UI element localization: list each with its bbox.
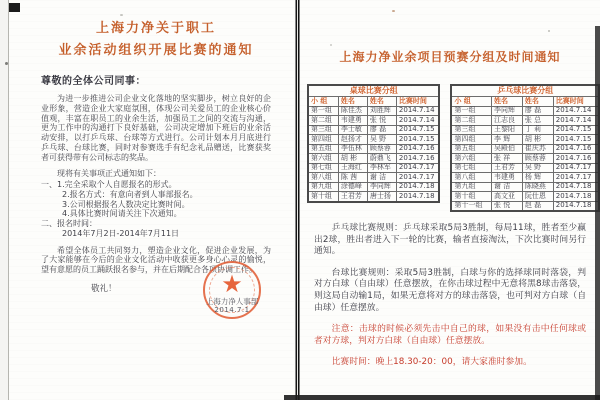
table-cell: 吴 野	[522, 163, 553, 173]
list-item: 4.具体比赛时间请关注下次通知。	[62, 209, 182, 219]
table-cell: 第三组	[451, 125, 491, 135]
table-cell: 丁 莉	[522, 125, 553, 135]
table-cell: 谢 洁	[491, 182, 522, 192]
table-cell: 第三组	[308, 125, 338, 135]
billiards-group-table	[307, 84, 440, 203]
table-row	[308, 163, 439, 173]
table-cell: 李同辉	[367, 182, 396, 192]
table-row	[308, 192, 439, 202]
table-cell: 胡 彬	[522, 135, 553, 145]
table-cell: 2014.7.14	[553, 106, 599, 116]
table-cell: 第二组	[308, 116, 338, 126]
page-title-line2: 业余活动组织开展比赛的通知	[58, 43, 254, 58]
table-cell: 2014.7.18	[553, 192, 599, 202]
table-cell: 李伍林	[338, 144, 367, 154]
warning-paragraph: 注意：击球的时候必须先击中自己的球，如果没有击中任何球或者对方球，判对方白球（自由球）任意摆放。	[314, 324, 586, 346]
table-cell: 王海红	[338, 163, 367, 173]
table-cell: 谢 洁	[367, 173, 396, 183]
table-row	[308, 144, 439, 154]
match-time-line: 比赛时间：晚上18.30-20：00，请大家准时参加。	[331, 357, 532, 368]
notice-page-right	[300, 0, 600, 400]
group-tables	[307, 84, 600, 212]
table-cell: 胡 彬	[338, 154, 367, 164]
intro-paragraph: 为进一步推进公司企业文化落地的坚实脚步，树立良好的企业形象，营造企业大家庭氛围，体现公司关爱员工的企业核心价值观，丰富在职员工的业余生活，加强员工之间的交流与沟通，更为工作中的沟通打下良好基础，公司决定增加下班后的业余活动安排，以打乒乓球、台球等方式进行。公司计划本月月底进行乒乓球、台球比赛，同时对参赛选手有纪念礼品赠送，比赛获奖者可获得带有公司标志的奖品。	[41, 94, 271, 162]
scan-artifact	[9, 3, 20, 12]
table-cell: 第七组	[308, 163, 338, 173]
table-cell: 第一组	[308, 106, 338, 116]
table-cell: 第八组	[308, 173, 338, 183]
table-cell: 第十组	[451, 192, 491, 202]
table-cell: 2014.7.17	[553, 163, 599, 173]
list-item: 二、报名时间：	[41, 219, 97, 228]
table-cell: 第四组	[308, 135, 338, 145]
table-cell: 李 辉	[491, 135, 522, 145]
billiard-rules-paragraph: 台球比赛规则：采取5局3胜制，白球与你的选择球同时落袋，判对方白球（自由球）任意摆放，在你击球过程中无意将黑8球击落袋，则这局自动输1局，如果无意将对方的球击落袋，也可判对方白球（自由球）任意摆放。	[314, 267, 586, 313]
table-cell: 李同辉	[491, 106, 522, 116]
table-row	[451, 116, 599, 126]
table-row	[451, 163, 599, 173]
table-cell: 2014.7.17	[553, 173, 599, 183]
column-header: 姓名	[367, 97, 396, 107]
table-cell: 唐士扬	[367, 192, 396, 202]
column-header: 姓名	[491, 97, 522, 107]
table-row	[451, 192, 599, 202]
table-row	[451, 173, 599, 183]
table-row	[451, 154, 599, 164]
table-cell: 陈晓燕	[522, 182, 553, 192]
table-cell: 2014.7.18	[553, 201, 599, 211]
scan-artifact	[5, 62, 8, 65]
table-cell: 王君芳	[491, 163, 522, 173]
table-cell: 2014.7.16	[553, 154, 599, 164]
table-cell: 2014.7.14	[396, 106, 439, 116]
signature-date: 2014.7.1	[214, 306, 250, 315]
table-cell: 2014.7.15	[553, 125, 599, 135]
table-cell: 第一组	[451, 106, 491, 116]
column-header: 姓名	[522, 97, 553, 107]
page-title-line1: 上海力净关于职工	[95, 21, 216, 36]
table-cell: 高文亚	[491, 192, 522, 202]
table-cell: 顾蔡蓉	[522, 154, 553, 164]
table-row	[451, 201, 599, 211]
scan-artifact	[392, 10, 395, 12]
closing-paragraph: 希望全体员工共同努力，塑造企业文化，促进企业发展，为了大家能够在今后的企业文化活动中收获更多身心心灵的愉悦，望有意愿的员工踊跃报名参与，并在后期配合各项协调工作。	[41, 245, 271, 274]
table-cell: 第五组	[451, 144, 491, 154]
table-cell: 赵扬才	[338, 135, 367, 145]
table-cell: 涂德峰	[338, 182, 367, 192]
table-cell: 陈佳杰	[338, 106, 367, 116]
table-cell: 第九组	[451, 182, 491, 192]
page-title: 上海力净业余项目预赛分组及时间通知	[339, 50, 561, 64]
scan-edge	[284, 395, 600, 400]
table-cell: 第八组	[451, 173, 491, 183]
table-row	[308, 154, 439, 164]
table-header-row	[308, 97, 439, 107]
table-cell: 2014.7.18	[553, 182, 599, 192]
table-row	[451, 106, 599, 116]
scan-artifact	[120, 14, 123, 16]
table-row	[308, 116, 439, 126]
column-header: 姓名	[338, 97, 367, 107]
table-cell: 第九组	[308, 182, 338, 192]
table-cell: 张 祥	[491, 154, 522, 164]
table-cell: 2014.7.16	[396, 154, 439, 164]
left-page-content	[9, 0, 295, 294]
salutation: 尊敬的全体公司同事：	[41, 76, 146, 87]
table-row	[308, 173, 439, 183]
scan-edge	[595, 26, 600, 400]
table-cell: 第七组	[451, 163, 491, 173]
table-cell: 2014.7.14	[553, 116, 599, 126]
table-cell: 李林军	[367, 163, 396, 173]
pingpong-rules-paragraph: 乒乓球比赛规则：乒乓球采取5局3胜制，每局11球，胜者至少赢出2球，胜出者进入下一轮的比赛，输者直接淘汰，下次比赛时间另行通知。	[314, 223, 586, 257]
table-cell: 2014.7.14	[396, 116, 439, 126]
table-cell: 第五组	[308, 144, 338, 154]
table-cell: 2014.7.18	[396, 182, 439, 192]
table-cell: 刘胜辉	[367, 106, 396, 116]
notice-page-left	[8, 0, 295, 400]
table-cell: 第六组	[451, 154, 491, 164]
list-item: 2014年7月2日-2014年7月11日	[62, 228, 180, 238]
table-cell: 吴 野	[367, 135, 396, 145]
table-cell: 韦建勇	[338, 116, 367, 126]
table-cell: 2014.7.16	[553, 144, 599, 154]
table-cell: 2014.7.17	[396, 173, 439, 183]
table-cell: 赵 磊	[522, 201, 553, 211]
table-row	[451, 182, 599, 192]
table-row	[451, 135, 599, 145]
table-cell: 王黎阳	[491, 125, 522, 135]
table-cell: 杨 辉	[522, 173, 553, 183]
table-cell: 第十组	[308, 192, 338, 202]
table-cell: 陈 茜	[338, 173, 367, 183]
table-cell: 廖 磊	[367, 125, 396, 135]
table-cell: 第六组	[308, 154, 338, 164]
pingpong-group-table	[450, 84, 600, 212]
table-cell: 阮仕恩	[522, 192, 553, 202]
table-row	[308, 125, 439, 135]
table-cell: 吴殿伯	[491, 144, 522, 154]
table-cell: 蔚鼎飞	[367, 154, 396, 164]
scan-artifact	[548, 30, 550, 32]
table-caption: 桌球比赛分组	[308, 85, 439, 97]
table-cell: 顾蔡蓉	[367, 144, 396, 154]
table-row	[308, 106, 439, 116]
table-cell: 李士敏	[338, 125, 367, 135]
signature-block	[185, 297, 279, 315]
column-header: 比赛时间	[553, 97, 599, 107]
table-caption: 乒乓球比赛分组	[451, 85, 599, 97]
table-row	[451, 144, 599, 154]
table-cell: 廖 磊	[522, 106, 553, 116]
table-cell: 张 总	[522, 116, 553, 126]
star-icon: ★	[221, 270, 243, 298]
table-cell: 2014.7.18	[396, 192, 439, 202]
list-item: 3.公司根据报名人数决定比赛时间。	[62, 199, 190, 209]
table-cell: 2014.7.15	[396, 135, 439, 145]
notice-list	[41, 180, 271, 239]
table-cell: 张 悦	[367, 116, 396, 126]
table-row	[451, 125, 599, 135]
list-item: 2.报名方式：有意向者到人事部报名。	[62, 189, 198, 199]
scan-artifact	[330, 44, 332, 46]
table-cell: 第十一组	[451, 201, 491, 211]
table-cell: 第四组	[451, 135, 491, 145]
page-title	[41, 20, 271, 59]
table-cell: 2014.7.15	[553, 135, 599, 145]
table-cell: 韦建勇	[491, 173, 522, 183]
list-item: 一、1.完全采取个人自愿报名的形式。	[41, 180, 177, 189]
table-cell: 崔庆苏	[522, 144, 553, 154]
table-cell: 江志良	[491, 116, 522, 126]
signature-department: 上海力净人事部	[205, 297, 259, 306]
table-cell: 2014.7.16	[396, 144, 439, 154]
column-header: 小 组	[451, 97, 491, 107]
salute-text: 敬礼！	[91, 283, 117, 294]
table-cell: 张 悦	[491, 201, 522, 211]
notice-lead: 现将有关事项正式通知如下：	[57, 169, 161, 179]
table-row	[308, 135, 439, 145]
column-header: 小 组	[308, 97, 338, 107]
table-row	[308, 182, 439, 192]
table-cell: 2014.7.15	[396, 125, 439, 135]
table-header-row	[451, 97, 599, 107]
table-cell: 2014.7.17	[396, 163, 439, 173]
column-header: 比赛时间	[396, 97, 439, 107]
table-cell: 王君芳	[338, 192, 367, 202]
table-cell: 第二组	[451, 116, 491, 126]
